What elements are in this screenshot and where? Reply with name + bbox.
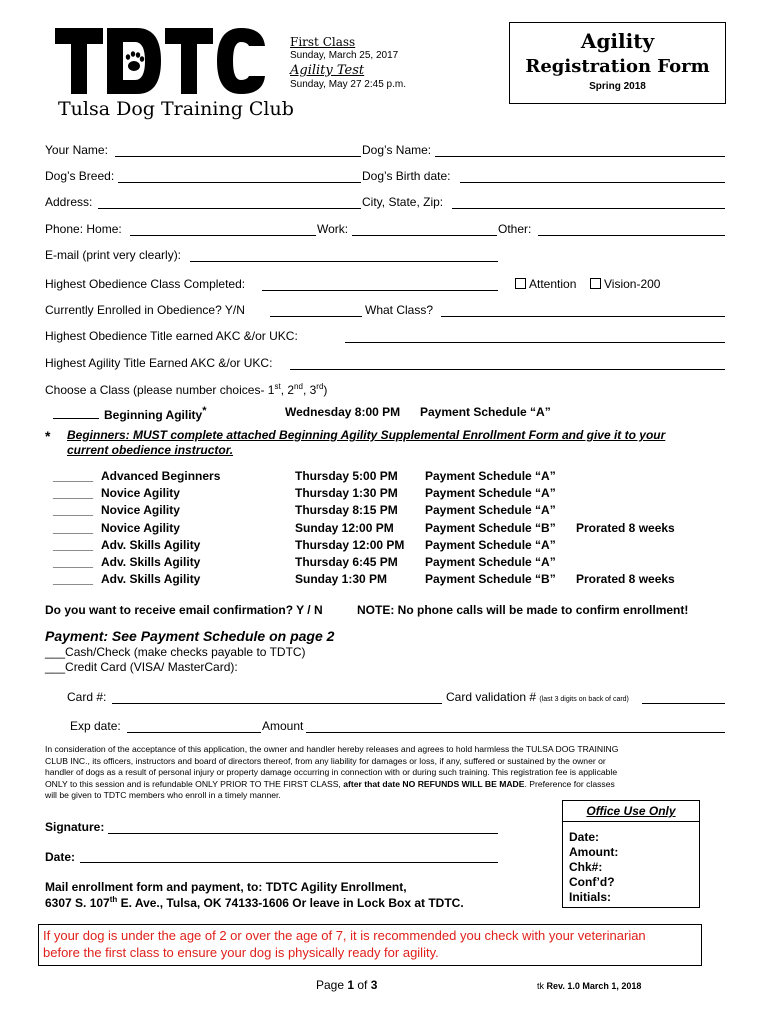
beginning-agility-schedule: Payment Schedule “A” [420, 405, 551, 419]
credit-card-option[interactable]: ___Credit Card (VISA/ MasterCard): [45, 660, 238, 674]
class-choice-blank[interactable]: ______ [53, 469, 94, 483]
vision-label: Vision-200 [604, 277, 661, 291]
email-confirmation-question: Do you want to receive email confirmation? Y / N [45, 603, 323, 617]
waiver-text: In consideration of the acceptance of this application, the owner and handler hereby releases and agrees to hold harmless the TULSA DOG TRAINING CLUB INC., its officers, instructors and board of directors thereof, from any liability for damages or loss, if any, suffered or sustained by the owner or handler of dogs as a result of personal injury or property damage occurring in connection with or during such training. This registration fee is applicable ONLY to this session and is refundable ONLY PRIOR TO THE FIRST CLASS, after that date NO REFUNDS WILL BE MADE. Preference for classes will be given to TDTC members who enroll in a timely manner. [45, 744, 619, 801]
office-use-item: Initials: [569, 890, 612, 904]
your-name-label: Your Name: [45, 143, 108, 157]
highest-obedience-class-field[interactable] [262, 290, 498, 291]
agility-title-field[interactable] [290, 369, 725, 370]
other-phone-field[interactable] [538, 235, 725, 236]
agility-test-label: Agility Test [290, 63, 365, 78]
dogs-breed-label: Dog’s Breed: [45, 169, 115, 183]
city-state-zip-field[interactable] [452, 208, 725, 209]
what-class-label: What Class? [365, 303, 434, 317]
dogs-name-label: Dog’s Name: [362, 143, 432, 157]
office-use-heading: Office Use Only [586, 804, 676, 818]
first-class-date: Sunday, March 25, 2017 [290, 50, 399, 61]
class-name: Novice Agility [101, 521, 180, 535]
agility-test-date: Sunday, May 27 2:45 p.m. [290, 79, 406, 90]
attention-option[interactable] [515, 277, 576, 291]
mail-instructions-line2: 6307 S. 107th E. Ave., Tulsa, OK 74133-1606 Or leave in Lock Box at TDTC. [45, 895, 464, 910]
currently-enrolled-field[interactable] [270, 316, 362, 317]
work-label: Work: [317, 222, 349, 236]
class-choice-blank[interactable]: ______ [53, 503, 94, 517]
office-use-item: Amount: [569, 845, 619, 859]
card-number-field[interactable] [112, 703, 442, 704]
class-note: Prorated 8 weeks [576, 521, 675, 535]
what-class-field[interactable] [441, 316, 725, 317]
class-payment-schedule: Payment Schedule “A” [425, 486, 556, 500]
paw-print-icon [126, 51, 144, 71]
class-time: Thursday 1:30 PM [295, 486, 398, 500]
address-label: Address: [45, 195, 93, 209]
age-warning-box [38, 924, 702, 966]
page-number: Page 1 of 3 [316, 978, 378, 992]
class-payment-schedule: Payment Schedule “B” [425, 521, 556, 535]
first-class-label: First Class [290, 35, 356, 49]
form-title-line1: Agility [580, 29, 655, 53]
beginning-agility-choice-field[interactable] [53, 418, 99, 419]
address-field[interactable] [98, 208, 361, 209]
signature-label: Signature: [45, 820, 105, 834]
your-name-field[interactable] [115, 156, 361, 157]
class-choice-blank[interactable]: ______ [53, 521, 94, 535]
tdtc-logo-graphic [53, 26, 268, 96]
class-note: Prorated 8 weeks [576, 572, 675, 586]
class-payment-schedule: Payment Schedule “A” [425, 503, 556, 517]
class-choice-blank[interactable]: ______ [53, 486, 94, 500]
card-number-label: Card #: [67, 690, 107, 704]
vision-option[interactable] [590, 277, 660, 291]
email-field[interactable] [190, 261, 498, 262]
no-phone-calls-note: NOTE: No phone calls will be made to confirm enrollment! [357, 603, 689, 617]
class-time: Sunday 12:00 PM [295, 521, 394, 535]
form-season: Spring 2018 [589, 81, 646, 92]
currently-enrolled-label: Currently Enrolled in Obedience? Y/N [45, 303, 245, 317]
amount-field[interactable] [306, 732, 725, 733]
class-choice-blank[interactable]: ______ [53, 555, 94, 569]
agility-title-label: Highest Agility Title Earned AKC &/or UKC: [45, 356, 273, 370]
office-use-item: Chk#: [569, 860, 603, 874]
beginners-note-line1: Beginners: MUST complete attached Beginning Agility Supplemental Enrollment Form and give it to your [67, 428, 666, 442]
class-time: Sunday 1:30 PM [295, 572, 388, 586]
beginners-note-star: * [45, 428, 51, 444]
phone-home-label: Phone: Home: [45, 222, 122, 236]
city-state-zip-label: City, State, Zip: [362, 195, 444, 209]
work-phone-field[interactable] [352, 235, 497, 236]
class-time: Thursday 5:00 PM [295, 469, 398, 483]
highest-obedience-class-label: Highest Obedience Class Completed: [45, 277, 246, 291]
cash-check-option[interactable]: ___Cash/Check (make checks payable to TDTC) [45, 645, 306, 659]
signature-date-field[interactable] [80, 862, 498, 863]
attention-checkbox[interactable] [515, 278, 526, 289]
class-name: Advanced Beginners [101, 469, 221, 483]
office-use-box [562, 800, 700, 908]
attention-label: Attention [529, 277, 577, 291]
class-payment-schedule: Payment Schedule “B” [425, 572, 556, 586]
class-choice-blank[interactable]: ______ [53, 538, 94, 552]
card-validation-hint: (last 3 digits on back of card) [539, 696, 629, 703]
payment-heading: Payment: See Payment Schedule on page 2 [45, 628, 335, 644]
card-validation-field[interactable] [642, 703, 725, 704]
class-choice-blank[interactable]: ______ [53, 572, 94, 586]
phone-home-field[interactable] [130, 235, 316, 236]
dogs-birth-date-label: Dog’s Birth date: [362, 169, 451, 183]
age-warning-line2: before the first class to ensure your dog is physically ready for agility. [43, 945, 439, 960]
amount-label: Amount [262, 719, 304, 733]
class-payment-schedule: Payment Schedule “A” [425, 538, 556, 552]
exp-date-label: Exp date: [70, 719, 121, 733]
class-name: Novice Agility [101, 503, 180, 517]
class-name: Adv. Skills Agility [101, 555, 201, 569]
mail-instructions-line1: Mail enrollment form and payment, to: TDTC Agility Enrollment, [45, 880, 407, 894]
beginners-note-line2: current obedience instructor. [67, 443, 234, 457]
office-use-items [563, 821, 699, 908]
choose-class-instruction: Choose a Class (please number choices- 1st, 2nd, 3rd) [45, 382, 328, 397]
class-time: Thursday 8:15 PM [295, 503, 398, 517]
club-name: Tulsa Dog Training Club [58, 98, 294, 120]
date-label: Date: [45, 850, 76, 864]
revision-note: tk Rev. 1.0 March 1, 2018 [537, 981, 642, 991]
class-payment-schedule: Payment Schedule “A” [425, 555, 556, 569]
form-title-line2: Registration Form [525, 56, 710, 77]
office-use-item: Date: [569, 830, 600, 844]
class-time: Thursday 12:00 PM [295, 538, 405, 552]
email-label: E-mail (print very clearly): [45, 248, 182, 262]
class-name: Novice Agility [101, 486, 180, 500]
card-validation-label: Card validation # (last 3 digits on back of card) [446, 690, 629, 704]
vision-checkbox[interactable] [590, 278, 601, 289]
class-name: Adv. Skills Agility [101, 538, 201, 552]
class-payment-schedule: Payment Schedule “A” [425, 469, 556, 483]
signature-field[interactable] [108, 833, 498, 834]
form-title-box [509, 22, 726, 104]
exp-date-field[interactable] [127, 732, 261, 733]
obedience-title-label: Highest Obedience Title earned AKC &/or UKC: [45, 329, 298, 343]
age-warning-line1: If your dog is under the age of 2 or over the age of 7, it is recommended you check with your veterinarian [43, 928, 646, 943]
other-label: Other: [498, 222, 532, 236]
beginning-agility-time: Wednesday 8:00 PM [285, 405, 401, 419]
beginning-agility-label: Beginning Agility* [104, 405, 207, 422]
obedience-title-field[interactable] [345, 342, 725, 343]
class-time: Thursday 6:45 PM [295, 555, 398, 569]
class-name: Adv. Skills Agility [101, 572, 201, 586]
dogs-name-field[interactable] [435, 156, 725, 157]
dogs-breed-field[interactable] [118, 182, 361, 183]
office-use-item: Conf’d? [569, 875, 615, 889]
dogs-birth-date-field[interactable] [460, 182, 725, 183]
